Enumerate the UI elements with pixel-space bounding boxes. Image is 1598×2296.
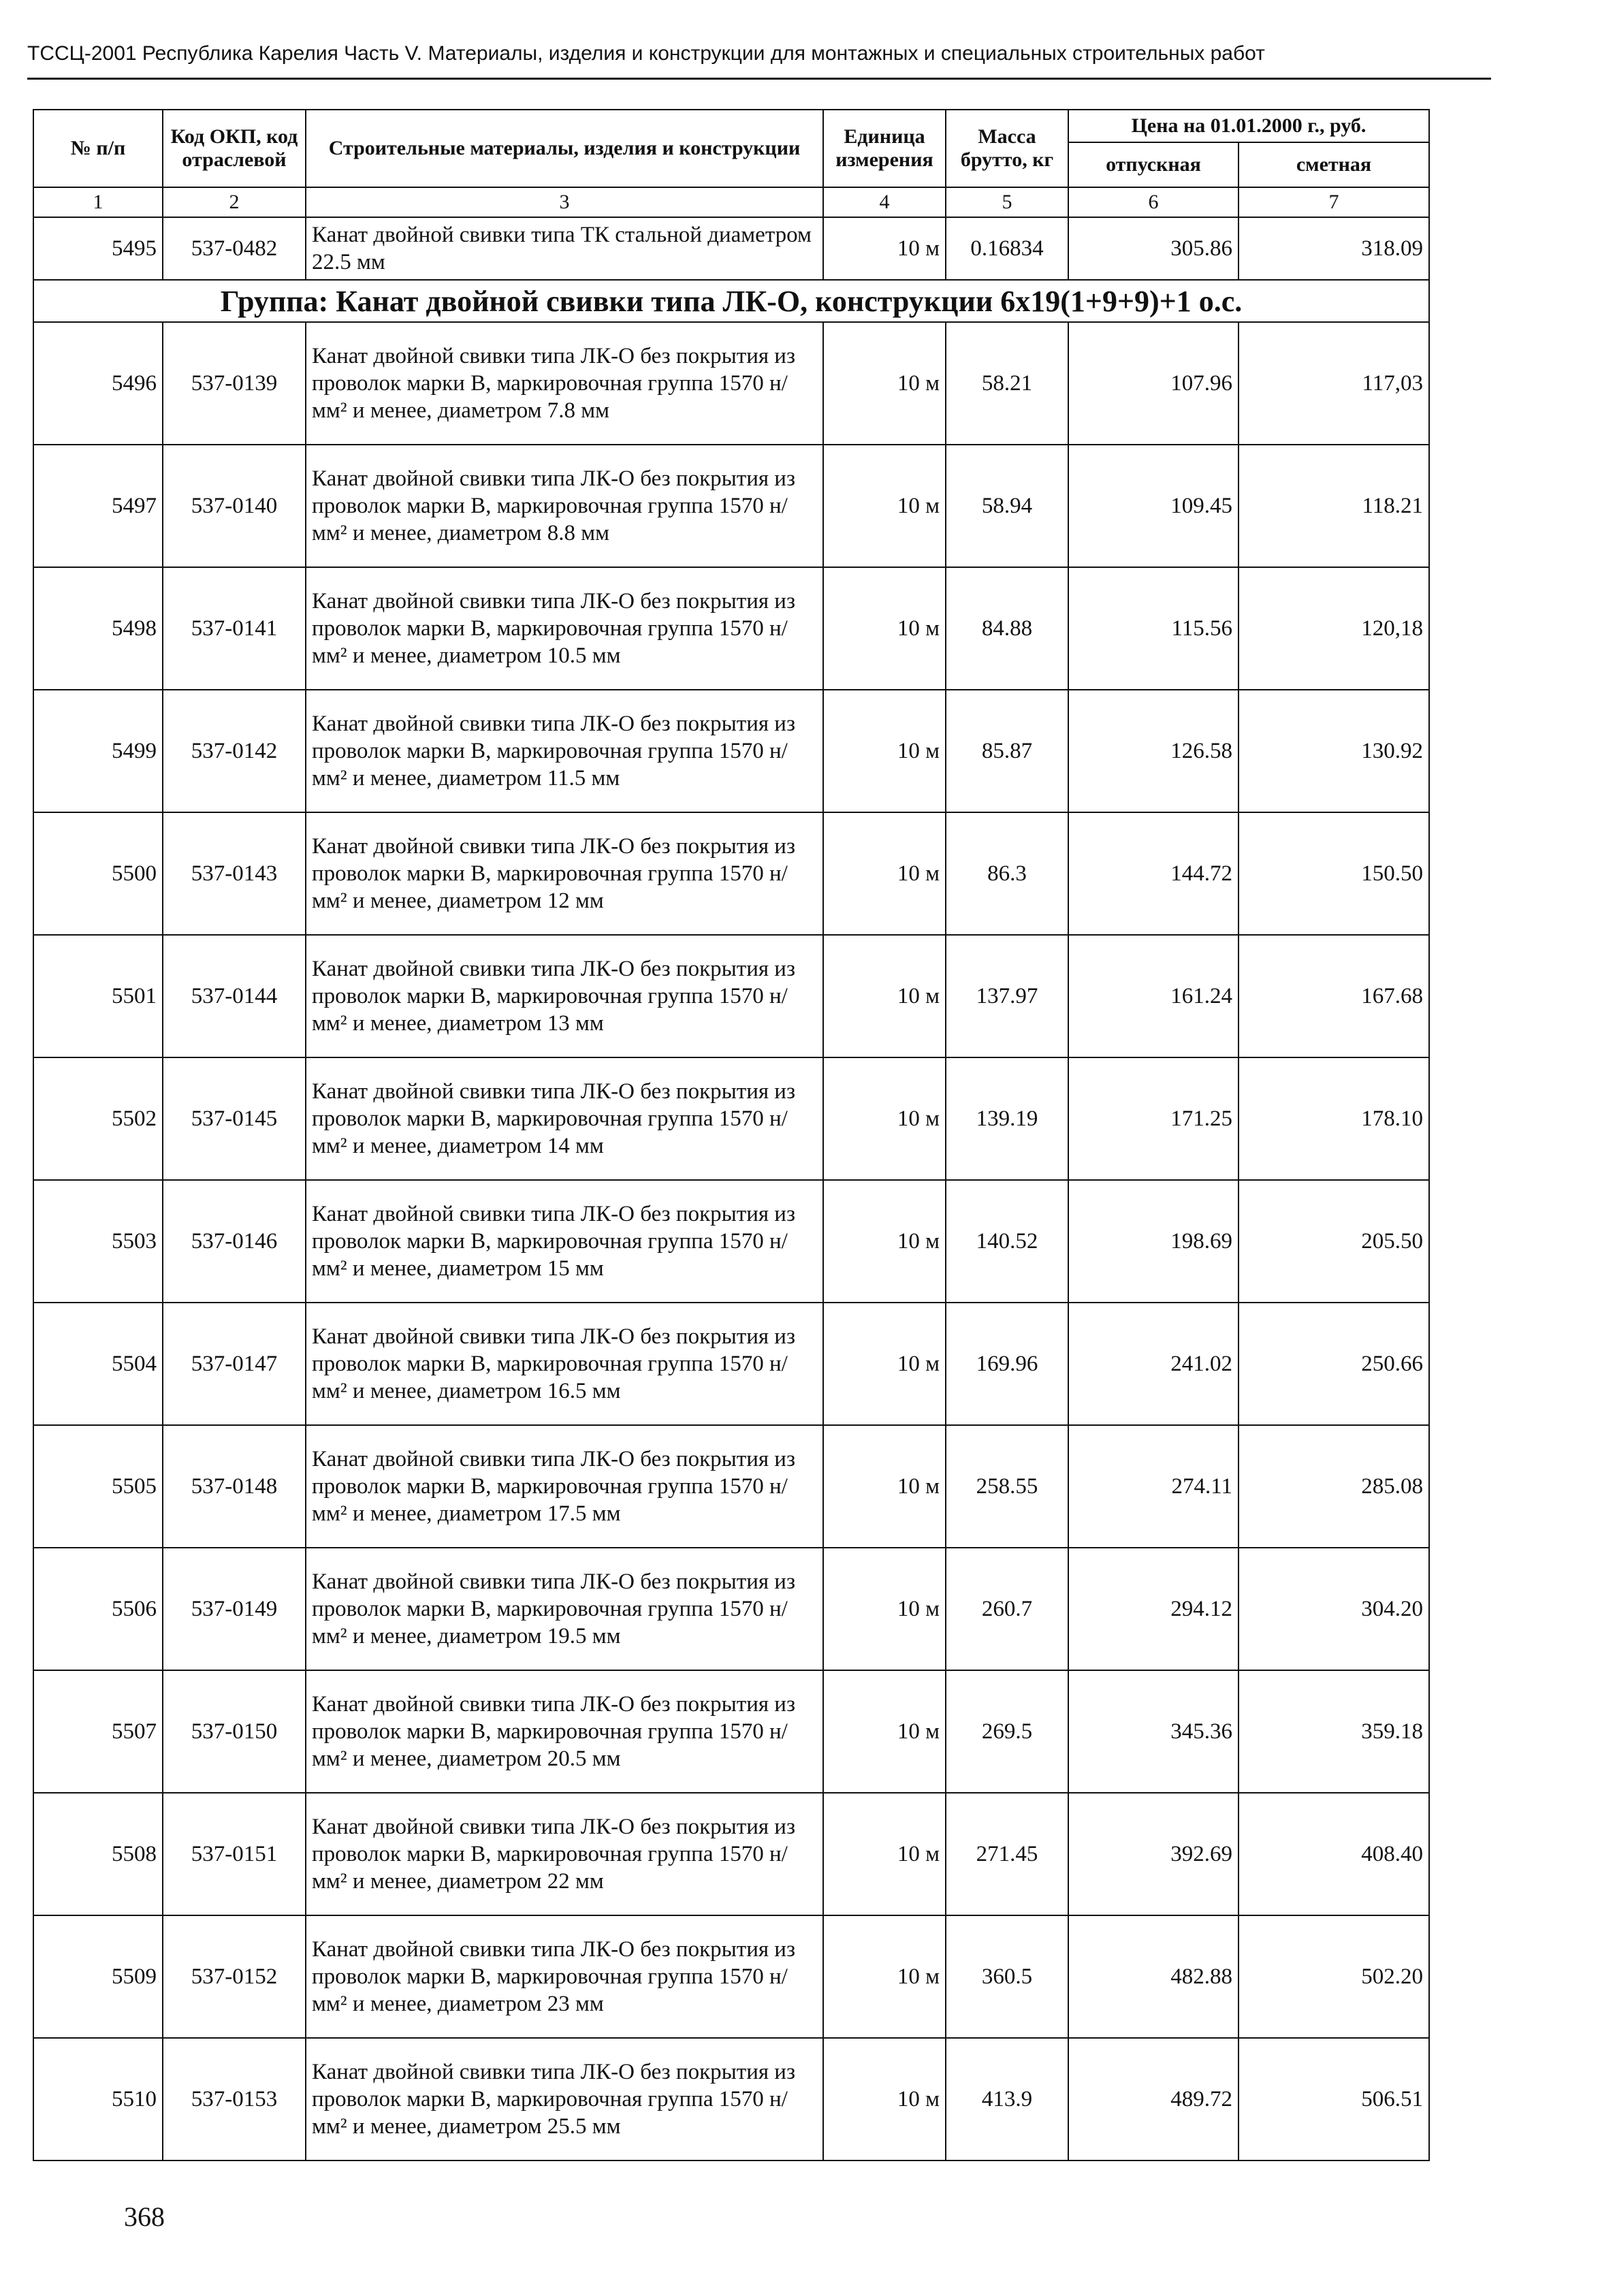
row-price-release: 161.24 <box>1068 935 1239 1057</box>
row-price-estimate: 130.92 <box>1239 690 1429 812</box>
table-row <box>33 1303 1429 1425</box>
row-mass: 269.5 <box>946 1670 1068 1793</box>
table-body <box>33 217 1429 2161</box>
row-price-release: 171.25 <box>1068 1057 1239 1180</box>
row-unit: 10 м <box>823 1303 946 1425</box>
row-unit: 10 м <box>823 322 946 445</box>
row-number: 5510 <box>33 2038 163 2161</box>
group-row <box>33 280 1429 322</box>
table-row <box>33 812 1429 935</box>
row-number: 5500 <box>33 812 163 935</box>
row-price-release: 241.02 <box>1068 1303 1239 1425</box>
row-material-name: Канат двойной свивки типа ЛК-О без покрытия из проволок марки В, маркировочная группа 1570 н/мм² и менее, диаметром 7.8 мм <box>306 322 823 445</box>
row-unit: 10 м <box>823 1425 946 1548</box>
table-row <box>33 217 1429 280</box>
row-unit: 10 м <box>823 1180 946 1303</box>
row-unit: 10 м <box>823 2038 946 2161</box>
header-price-release: отпускная <box>1068 142 1239 187</box>
row-number: 5499 <box>33 690 163 812</box>
table-row <box>33 1180 1429 1303</box>
row-okp-code: 537-0139 <box>163 322 306 445</box>
row-material-name: Канат двойной свивки типа ТК стальной диаметром 22.5 мм <box>306 217 823 280</box>
row-price-release: 198.69 <box>1068 1180 1239 1303</box>
row-unit: 10 м <box>823 1793 946 1915</box>
price-table <box>33 109 1430 2161</box>
row-price-release: 482.88 <box>1068 1915 1239 2038</box>
table-row <box>33 2038 1429 2161</box>
row-unit: 10 м <box>823 1057 946 1180</box>
row-number: 5495 <box>33 217 163 280</box>
row-unit: 10 м <box>823 812 946 935</box>
row-price-estimate: 250.66 <box>1239 1303 1429 1425</box>
row-okp-code: 537-0482 <box>163 217 306 280</box>
row-mass: 140.52 <box>946 1180 1068 1303</box>
row-material-name: Канат двойной свивки типа ЛК-О без покрытия из проволок марки В, маркировочная группа 1570 н/мм² и менее, диаметром 8.8 мм <box>306 445 823 567</box>
row-material-name: Канат двойной свивки типа ЛК-О без покрытия из проволок марки В, маркировочная группа 1570 н/мм² и менее, диаметром 25.5 мм <box>306 2038 823 2161</box>
column-number: 6 <box>1068 187 1239 217</box>
header-code: Код ОКП, код отраслевой <box>163 110 306 187</box>
row-price-estimate: 506.51 <box>1239 2038 1429 2161</box>
row-price-estimate: 285.08 <box>1239 1425 1429 1548</box>
row-price-estimate: 118.21 <box>1239 445 1429 567</box>
column-number: 3 <box>306 187 823 217</box>
row-number: 5507 <box>33 1670 163 1793</box>
table-header <box>33 110 1429 217</box>
row-number: 5505 <box>33 1425 163 1548</box>
row-material-name: Канат двойной свивки типа ЛК-О без покрытия из проволок марки В, маркировочная группа 1570 н/мм² и менее, диаметром 13 мм <box>306 935 823 1057</box>
table-row <box>33 935 1429 1057</box>
row-material-name: Канат двойной свивки типа ЛК-О без покрытия из проволок марки В, маркировочная группа 1570 н/мм² и менее, диаметром 16.5 мм <box>306 1303 823 1425</box>
header-rule <box>27 78 1491 80</box>
row-price-release: 489.72 <box>1068 2038 1239 2161</box>
row-okp-code: 537-0141 <box>163 567 306 690</box>
row-okp-code: 537-0144 <box>163 935 306 1057</box>
row-okp-code: 537-0148 <box>163 1425 306 1548</box>
row-okp-code: 537-0145 <box>163 1057 306 1180</box>
row-material-name: Канат двойной свивки типа ЛК-О без покрытия из проволок марки В, маркировочная группа 1570 н/мм² и менее, диаметром 23 мм <box>306 1915 823 2038</box>
row-price-release: 305.86 <box>1068 217 1239 280</box>
row-number: 5509 <box>33 1915 163 2038</box>
row-price-estimate: 150.50 <box>1239 812 1429 935</box>
row-material-name: Канат двойной свивки типа ЛК-О без покрытия из проволок марки В, маркировочная группа 1570 н/мм² и менее, диаметром 17.5 мм <box>306 1425 823 1548</box>
row-material-name: Канат двойной свивки типа ЛК-О без покрытия из проволок марки В, маркировочная группа 1570 н/мм² и менее, диаметром 11.5 мм <box>306 690 823 812</box>
row-price-release: 274.11 <box>1068 1425 1239 1548</box>
row-price-estimate: 359.18 <box>1239 1670 1429 1793</box>
row-okp-code: 537-0143 <box>163 812 306 935</box>
row-mass: 58.21 <box>946 322 1068 445</box>
row-material-name: Канат двойной свивки типа ЛК-О без покрытия из проволок марки В, маркировочная группа 1570 н/мм² и менее, диаметром 20.5 мм <box>306 1670 823 1793</box>
row-mass: 413.9 <box>946 2038 1068 2161</box>
row-mass: 137.97 <box>946 935 1068 1057</box>
row-mass: 169.96 <box>946 1303 1068 1425</box>
row-material-name: Канат двойной свивки типа ЛК-О без покрытия из проволок марки В, маркировочная группа 1570 н/мм² и менее, диаметром 14 мм <box>306 1057 823 1180</box>
column-number: 2 <box>163 187 306 217</box>
row-material-name: Канат двойной свивки типа ЛК-О без покрытия из проволок марки В, маркировочная группа 1570 н/мм² и менее, диаметром 12 мм <box>306 812 823 935</box>
table-row <box>33 1057 1429 1180</box>
row-okp-code: 537-0146 <box>163 1180 306 1303</box>
row-okp-code: 537-0142 <box>163 690 306 812</box>
row-number: 5501 <box>33 935 163 1057</box>
table-row <box>33 1793 1429 1915</box>
row-unit: 10 м <box>823 690 946 812</box>
row-mass: 139.19 <box>946 1057 1068 1180</box>
header-price-group: Цена на 01.01.2000 г., руб. <box>1068 110 1429 142</box>
row-unit: 10 м <box>823 935 946 1057</box>
table-row <box>33 1915 1429 2038</box>
row-number: 5496 <box>33 322 163 445</box>
row-price-release: 115.56 <box>1068 567 1239 690</box>
row-number: 5508 <box>33 1793 163 1915</box>
row-mass: 0.16834 <box>946 217 1068 280</box>
table-row <box>33 445 1429 567</box>
group-title: Группа: Канат двойной свивки типа ЛК-О, конструкции 6х19(1+9+9)+1 о.с. <box>33 280 1429 322</box>
row-unit: 10 м <box>823 445 946 567</box>
row-number: 5497 <box>33 445 163 567</box>
row-unit: 10 м <box>823 567 946 690</box>
row-price-estimate: 178.10 <box>1239 1057 1429 1180</box>
row-material-name: Канат двойной свивки типа ЛК-О без покрытия из проволок марки В, маркировочная группа 1570 н/мм² и менее, диаметром 19.5 мм <box>306 1548 823 1670</box>
header-name: Строительные материалы, изделия и конструкции <box>306 110 823 187</box>
header-price-estimate: сметная <box>1239 142 1429 187</box>
row-okp-code: 537-0147 <box>163 1303 306 1425</box>
table-row <box>33 1548 1429 1670</box>
row-mass: 85.87 <box>946 690 1068 812</box>
running-header: ТССЦ-2001 Республика Карелия Часть V. Материалы, изделия и конструкции для монтажных и специальных строительных работ <box>27 42 1265 65</box>
row-price-estimate: 408.40 <box>1239 1793 1429 1915</box>
row-price-estimate: 205.50 <box>1239 1180 1429 1303</box>
row-okp-code: 537-0140 <box>163 445 306 567</box>
row-mass: 58.94 <box>946 445 1068 567</box>
row-unit: 10 м <box>823 1670 946 1793</box>
column-number: 4 <box>823 187 946 217</box>
row-material-name: Канат двойной свивки типа ЛК-О без покрытия из проволок марки В, маркировочная группа 1570 н/мм² и менее, диаметром 10.5 мм <box>306 567 823 690</box>
table-row <box>33 690 1429 812</box>
table-row <box>33 1670 1429 1793</box>
row-number: 5503 <box>33 1180 163 1303</box>
table-row <box>33 1425 1429 1548</box>
header-mass: Масса брутто, кг <box>946 110 1068 187</box>
row-unit: 10 м <box>823 1548 946 1670</box>
row-mass: 86.3 <box>946 812 1068 935</box>
row-material-name: Канат двойной свивки типа ЛК-О без покрытия из проволок марки В, маркировочная группа 1570 н/мм² и менее, диаметром 22 мм <box>306 1793 823 1915</box>
row-number: 5498 <box>33 567 163 690</box>
row-price-estimate: 318.09 <box>1239 217 1429 280</box>
row-price-release: 126.58 <box>1068 690 1239 812</box>
row-okp-code: 537-0151 <box>163 1793 306 1915</box>
column-number: 5 <box>946 187 1068 217</box>
row-okp-code: 537-0152 <box>163 1915 306 2038</box>
row-mass: 260.7 <box>946 1548 1068 1670</box>
row-okp-code: 537-0150 <box>163 1670 306 1793</box>
row-price-estimate: 502.20 <box>1239 1915 1429 2038</box>
row-price-release: 294.12 <box>1068 1548 1239 1670</box>
row-price-estimate: 120,18 <box>1239 567 1429 690</box>
column-number: 7 <box>1239 187 1429 217</box>
row-number: 5502 <box>33 1057 163 1180</box>
row-mass: 271.45 <box>946 1793 1068 1915</box>
row-price-estimate: 167.68 <box>1239 935 1429 1057</box>
row-okp-code: 537-0149 <box>163 1548 306 1670</box>
page-number: 368 <box>124 2201 165 2232</box>
row-number: 5504 <box>33 1303 163 1425</box>
row-unit: 10 м <box>823 1915 946 2038</box>
row-price-release: 345.36 <box>1068 1670 1239 1793</box>
row-unit: 10 м <box>823 217 946 280</box>
column-number-row <box>33 187 1429 217</box>
row-material-name: Канат двойной свивки типа ЛК-О без покрытия из проволок марки В, маркировочная группа 1570 н/мм² и менее, диаметром 15 мм <box>306 1180 823 1303</box>
row-okp-code: 537-0153 <box>163 2038 306 2161</box>
row-mass: 258.55 <box>946 1425 1068 1548</box>
row-price-estimate: 117,03 <box>1239 322 1429 445</box>
header-num: № п/п <box>33 110 163 187</box>
row-number: 5506 <box>33 1548 163 1670</box>
row-price-release: 392.69 <box>1068 1793 1239 1915</box>
row-price-release: 109.45 <box>1068 445 1239 567</box>
row-mass: 360.5 <box>946 1915 1068 2038</box>
column-number: 1 <box>33 187 163 217</box>
table-row <box>33 567 1429 690</box>
table-row <box>33 322 1429 445</box>
row-mass: 84.88 <box>946 567 1068 690</box>
row-price-estimate: 304.20 <box>1239 1548 1429 1670</box>
header-unit: Единица измерения <box>823 110 946 187</box>
row-price-release: 107.96 <box>1068 322 1239 445</box>
row-price-release: 144.72 <box>1068 812 1239 935</box>
